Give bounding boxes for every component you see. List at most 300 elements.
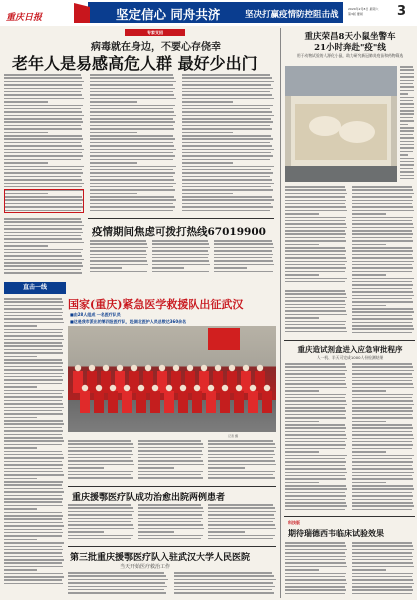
text-line	[400, 161, 414, 163]
text-line	[4, 444, 62, 446]
text-line	[285, 586, 345, 588]
text-line	[400, 83, 413, 85]
text-line	[138, 454, 203, 456]
text-line	[4, 159, 81, 161]
text-line	[352, 383, 413, 385]
text-line	[182, 111, 272, 113]
text-line	[182, 108, 270, 110]
text-line	[90, 172, 175, 174]
text-line	[400, 97, 414, 99]
text-line	[90, 142, 173, 144]
rongchang-headline-1: 重庆荣昌8天小鼠坐警车	[304, 32, 396, 42]
text-line	[174, 582, 273, 584]
text-line	[4, 390, 64, 392]
text-line	[4, 218, 81, 220]
text-line	[4, 366, 62, 368]
text-line	[208, 524, 275, 526]
text-line	[4, 562, 62, 564]
text-line	[400, 107, 414, 109]
text-line	[68, 507, 133, 509]
rongchang-col-1	[285, 186, 347, 286]
text-line	[68, 504, 131, 506]
text-line	[4, 525, 64, 527]
text-line	[285, 573, 346, 575]
text-line	[68, 440, 131, 442]
text-line	[352, 499, 412, 501]
banner-sub: 坚决打赢疫情防控阻击战	[245, 10, 339, 20]
text-line	[208, 447, 276, 449]
text-line	[285, 499, 345, 501]
text-line	[352, 315, 412, 317]
text-line	[182, 121, 273, 123]
trial-col-1	[285, 542, 347, 598]
text-line	[352, 220, 412, 222]
text-line	[4, 532, 63, 534]
text-line	[352, 254, 412, 256]
wuhan-col-2	[138, 504, 204, 544]
text-line	[285, 297, 347, 299]
person-head	[159, 365, 165, 371]
text-line	[400, 178, 414, 180]
text-line	[4, 522, 63, 524]
person-head	[264, 385, 270, 391]
text-line	[138, 477, 203, 479]
text-line	[4, 373, 64, 375]
text-line	[4, 427, 62, 429]
text-line	[4, 369, 63, 371]
text-line	[214, 243, 273, 245]
text-line	[352, 542, 412, 544]
text-line	[138, 467, 174, 469]
text-line	[400, 100, 413, 102]
text-line	[352, 305, 386, 307]
text-line	[90, 179, 174, 181]
text-line	[68, 579, 168, 581]
aid-col-2	[138, 440, 204, 484]
text-line	[4, 308, 62, 310]
text-line	[182, 91, 270, 93]
text-line	[352, 233, 413, 235]
text-line	[4, 315, 62, 317]
text-line	[182, 94, 272, 96]
person-head	[194, 385, 200, 391]
text-line	[4, 138, 83, 140]
text-line	[285, 327, 346, 329]
text-line	[352, 186, 412, 188]
third-team-headline: 第三批重庆援鄂医疗队入驻武汉大学人民医院	[70, 553, 251, 563]
text-line	[285, 441, 345, 443]
text-line	[138, 531, 174, 533]
text-line	[352, 438, 414, 440]
text-line	[352, 505, 414, 507]
text-line	[4, 186, 82, 188]
text-line	[285, 509, 345, 511]
person-body	[80, 391, 90, 413]
text-line	[174, 592, 274, 594]
text-line	[4, 498, 63, 500]
text-line	[4, 546, 62, 548]
text-line	[90, 271, 147, 273]
rongchang-deck: 用于动物试验的人源化小鼠，助力研究新冠肺炎疫苗和药物筛选	[296, 53, 404, 58]
mice-photo	[285, 66, 397, 182]
person-head	[173, 365, 179, 371]
text-line	[208, 531, 245, 533]
text-line	[400, 144, 414, 146]
text-line	[4, 252, 81, 254]
text-line	[4, 228, 82, 230]
text-line	[138, 450, 202, 452]
third-team-subline: 当天开始医疗救治工作	[120, 564, 171, 570]
text-line	[352, 264, 412, 266]
text-line	[352, 461, 413, 463]
text-line	[285, 545, 346, 547]
text-line	[285, 227, 347, 229]
text-line	[90, 210, 173, 212]
text-line	[352, 475, 412, 477]
text-line	[352, 223, 413, 225]
text-line	[352, 196, 412, 198]
trial-col-2	[352, 542, 414, 598]
text-line	[400, 141, 414, 143]
text-line	[285, 414, 345, 416]
elderly-col-3	[182, 74, 274, 214]
person-body	[129, 371, 139, 393]
text-line	[4, 393, 62, 395]
person-head	[166, 385, 172, 391]
banner-main: 坚定信心 同舟共济	[116, 7, 221, 22]
person-head	[82, 385, 88, 391]
left-col-lower	[4, 218, 84, 278]
text-line	[285, 478, 346, 480]
text-line	[4, 542, 64, 544]
text-line	[400, 103, 414, 105]
text-line	[90, 128, 174, 130]
text-line	[208, 521, 273, 523]
text-line	[352, 397, 412, 399]
text-line	[352, 390, 386, 392]
text-line	[4, 491, 64, 493]
text-line	[285, 576, 345, 578]
text-line	[68, 467, 104, 469]
text-line	[208, 477, 275, 479]
text-line	[68, 460, 133, 462]
banner	[88, 2, 343, 23]
text-line	[4, 135, 82, 137]
text-line	[208, 460, 275, 462]
text-line	[152, 247, 210, 249]
person-body	[94, 391, 104, 413]
person-body	[136, 391, 146, 413]
text-line	[400, 113, 414, 115]
text-line	[4, 232, 83, 234]
text-line	[4, 345, 63, 347]
text-line	[285, 267, 346, 269]
text-line	[68, 538, 131, 540]
text-line	[4, 225, 84, 227]
text-line	[214, 240, 272, 242]
text-line	[285, 380, 345, 382]
text-line	[352, 448, 412, 450]
text-line	[285, 366, 346, 368]
text-line	[4, 172, 83, 174]
text-line	[208, 454, 275, 456]
text-line	[68, 589, 164, 591]
text-line	[285, 220, 345, 222]
text-line	[285, 233, 346, 235]
text-line	[285, 455, 347, 457]
text-line	[285, 196, 345, 198]
text-line	[285, 264, 345, 266]
text-line	[4, 478, 37, 480]
text-line	[285, 310, 346, 312]
text-line	[4, 505, 63, 507]
text-line	[4, 457, 64, 459]
third-col-1	[68, 572, 168, 598]
text-line	[4, 583, 63, 585]
text-line	[352, 267, 413, 269]
text-line	[4, 566, 63, 568]
text-line	[352, 278, 414, 280]
text-line	[4, 501, 62, 503]
text-line	[352, 210, 414, 212]
text-line	[285, 203, 345, 205]
person-head	[250, 385, 256, 391]
text-line	[214, 271, 273, 273]
aid-subline-1: ■由28人组成 一名医疗队员	[70, 312, 121, 317]
column-divider	[280, 28, 281, 598]
text-line	[352, 189, 413, 191]
text-line	[90, 162, 137, 164]
rongchang-col-2	[352, 186, 414, 336]
text-line	[182, 186, 271, 188]
text-line	[152, 257, 208, 259]
text-line	[4, 305, 64, 307]
text-line	[285, 317, 319, 319]
text-line	[182, 155, 273, 157]
text-line	[4, 74, 81, 76]
text-line	[4, 461, 62, 463]
text-line	[4, 386, 37, 388]
text-line	[352, 573, 413, 575]
text-line	[285, 244, 319, 246]
text-line	[352, 556, 413, 558]
photo-caption: 记者 摄	[228, 434, 238, 438]
text-line	[90, 91, 173, 93]
text-line	[285, 321, 346, 323]
aid-label: 直击一线	[4, 282, 66, 294]
text-line	[285, 254, 345, 256]
text-line	[4, 379, 63, 381]
text-line	[285, 370, 347, 372]
text-line	[352, 311, 414, 313]
text-line	[400, 147, 414, 149]
text-line	[352, 366, 413, 368]
person-head	[208, 385, 214, 391]
person-head	[103, 365, 109, 371]
text-line	[138, 460, 203, 462]
text-line	[285, 407, 345, 409]
text-line	[4, 329, 63, 331]
text-line	[285, 217, 346, 219]
text-line	[285, 230, 345, 232]
text-line	[182, 172, 273, 174]
text-line	[4, 105, 83, 107]
text-line	[208, 467, 245, 469]
text-line	[352, 377, 413, 379]
text-line	[90, 254, 147, 256]
text-line	[352, 394, 413, 396]
text-line	[90, 206, 175, 208]
text-line	[285, 559, 345, 561]
text-line	[138, 504, 201, 506]
text-line	[4, 349, 62, 351]
person-head	[110, 385, 116, 391]
text-line	[182, 88, 273, 90]
person-body	[241, 371, 251, 393]
text-line	[138, 528, 204, 530]
person-body	[220, 391, 230, 413]
text-line	[285, 247, 345, 249]
text-line	[352, 227, 414, 229]
text-line	[90, 186, 173, 188]
text-line	[4, 81, 84, 83]
text-line	[352, 291, 413, 293]
text-line	[400, 120, 414, 122]
text-line	[90, 98, 176, 100]
text-line	[285, 444, 346, 446]
person-body	[206, 391, 216, 413]
text-line	[400, 110, 414, 112]
team-photo-svg	[68, 326, 276, 432]
text-line	[208, 538, 273, 540]
text-line	[400, 86, 414, 88]
text-line	[352, 566, 414, 568]
text-line	[400, 164, 414, 166]
person-body	[157, 371, 167, 393]
text-line	[4, 488, 63, 490]
loan-subline: 人一机、半天可完成1000人份检测结果	[316, 355, 384, 360]
person-head	[75, 365, 81, 371]
text-line	[214, 250, 272, 252]
text-line	[68, 575, 166, 577]
text-line	[352, 465, 412, 467]
person-head	[131, 365, 137, 371]
text-line	[4, 118, 82, 120]
text-line	[4, 359, 62, 361]
text-line	[208, 514, 274, 516]
text-line	[138, 471, 203, 473]
text-line	[138, 440, 201, 442]
text-line	[90, 135, 173, 137]
text-line	[138, 474, 201, 476]
text-line	[90, 111, 174, 113]
text-line	[352, 509, 412, 511]
text-line	[285, 458, 345, 460]
text-line	[285, 495, 346, 497]
person-head	[117, 365, 123, 371]
text-line	[285, 240, 346, 242]
text-line	[152, 240, 208, 242]
text-line	[4, 169, 82, 171]
text-line	[90, 159, 173, 161]
text-line	[285, 300, 345, 302]
text-line	[4, 383, 62, 385]
text-line	[4, 91, 81, 93]
text-line	[400, 130, 414, 132]
text-line	[4, 166, 84, 168]
text-line	[4, 508, 37, 510]
text-line	[182, 135, 271, 137]
text-line	[400, 117, 413, 119]
text-line	[352, 318, 413, 320]
text-line	[4, 145, 82, 147]
text-line	[90, 243, 147, 245]
text-line	[352, 482, 386, 484]
text-line	[90, 240, 146, 242]
person-body	[73, 371, 83, 393]
text-line	[285, 475, 345, 477]
text-line	[152, 250, 208, 252]
text-line	[4, 451, 62, 453]
hotline-headline: 疫情期间焦虑可拨打热线67019900	[92, 226, 266, 238]
text-line	[4, 312, 63, 314]
text-line	[208, 511, 276, 513]
text-line	[182, 145, 272, 147]
text-line	[182, 166, 274, 168]
text-line	[285, 434, 346, 436]
text-line	[90, 199, 176, 201]
text-line	[285, 213, 319, 215]
text-line	[4, 518, 62, 520]
text-line	[352, 593, 412, 595]
text-line	[208, 443, 275, 445]
text-line	[208, 450, 274, 452]
text-line	[285, 387, 347, 389]
text-line	[4, 94, 82, 96]
text-line	[208, 535, 275, 537]
text-line	[285, 193, 347, 195]
text-line	[352, 444, 413, 446]
text-line	[4, 259, 84, 261]
text-line	[352, 431, 412, 433]
text-line	[352, 427, 413, 429]
text-line	[400, 151, 413, 153]
text-line	[90, 81, 176, 83]
text-line	[285, 566, 347, 568]
person-body	[122, 391, 132, 413]
text-line	[285, 542, 345, 544]
text-line	[352, 193, 414, 195]
text-line	[90, 115, 176, 117]
text-line	[90, 176, 173, 178]
trial-headline: 期待瑞德西韦临床试验效果	[288, 528, 384, 538]
text-line	[285, 438, 347, 440]
text-line	[352, 552, 412, 554]
text-line	[4, 77, 82, 79]
person-head	[187, 365, 193, 371]
text-line	[4, 84, 82, 86]
text-line	[4, 108, 81, 110]
story-deck: 病毒就在身边，不要心存侥幸	[91, 42, 221, 53]
person-head	[243, 365, 249, 371]
text-line	[400, 124, 408, 126]
text-line	[285, 410, 346, 412]
text-line	[182, 74, 270, 76]
text-line	[4, 376, 62, 378]
text-line	[138, 518, 203, 520]
text-line	[4, 430, 63, 432]
text-line	[4, 111, 82, 113]
